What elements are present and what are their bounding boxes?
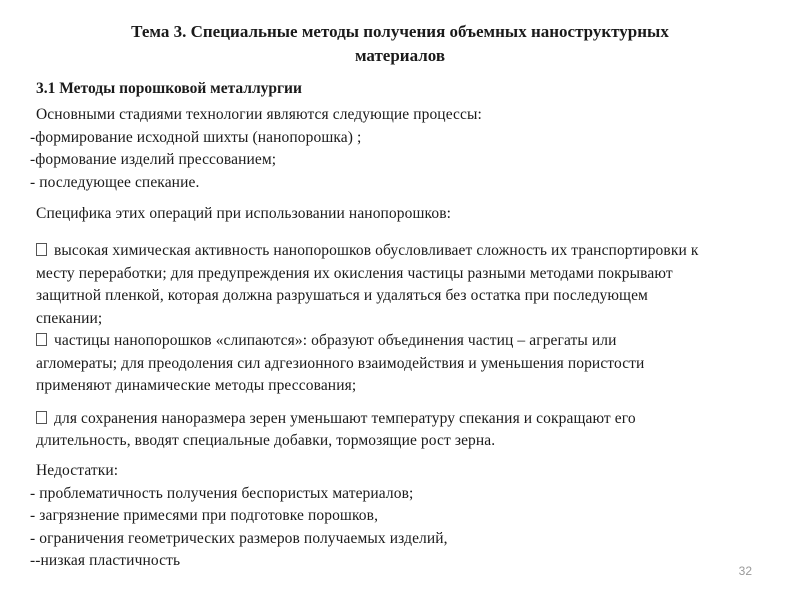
stage-item: -формование изделий прессованием; (30, 151, 277, 168)
checkbox-square-icon (36, 411, 47, 424)
specifics-item-line: агломераты; для преодоления сил адгезионного взаимодействия и уменьшения пористости (36, 354, 645, 372)
stages-intro: Основными стадиями технологии являются следующие процессы: (36, 106, 482, 123)
specifics-item (36, 408, 698, 453)
stages-paragraph (30, 104, 482, 194)
drawbacks-intro: Недостатки: (36, 462, 119, 479)
specifics-list (36, 240, 698, 453)
specifics-item-line: месту переработки; для предупреждения их окисления частицы разными методами покрывают (36, 264, 673, 282)
stage-item: - последующее спекание. (30, 173, 200, 191)
specifics-item-line: для сохранения наноразмера зерен уменьшают температуру спекания и сокращают его (54, 409, 636, 427)
specifics-intro: Специфика этих операций при использовании нанопорошков: (36, 205, 452, 222)
slide-title-line-1: Тема 3. Специальные методы получения объемных наноструктурных (131, 22, 669, 41)
drawback-item: - ограничения геометрических размеров получаемых изделий, (30, 529, 448, 547)
specifics-item-line: длительность, вводят специальные добавки, тормозящие рост зерна. (36, 432, 496, 449)
drawback-item: - загрязнение примесями при подготовке порошков, (30, 507, 379, 524)
specifics-item-line: спекании; (36, 309, 103, 327)
specifics-item (36, 240, 698, 330)
drawback-item: - проблематичность получения беспористых материалов; (30, 484, 414, 502)
section-heading: 3.1 Методы порошковой металлургии (36, 80, 302, 97)
page-number: 32 (738, 564, 752, 578)
specifics-item-line: частицы нанопорошков «слипаются»: образуют объединения частиц – агрегаты или (54, 332, 617, 349)
specifics-item-line: высокая химическая активность нанопорошков обусловливает сложность их транспортировки к (54, 242, 699, 259)
checkbox-square-icon (36, 243, 47, 256)
specifics-item (36, 330, 698, 398)
drawback-item: --низкая пластичность (30, 552, 181, 569)
checkbox-square-icon (36, 333, 47, 346)
slide-title-line-2: материалов (354, 46, 446, 65)
specifics-item-line: защитной пленкой, которая должна разрушаться и удаляться без остатка при последующем (36, 287, 648, 304)
slide-title (60, 20, 740, 68)
drawbacks-paragraph (30, 460, 448, 573)
stage-item: -формирование исходной шихты (нанопорошка) ; (30, 128, 362, 146)
specifics-item-line: применяют динамические методы прессования; (36, 377, 357, 394)
